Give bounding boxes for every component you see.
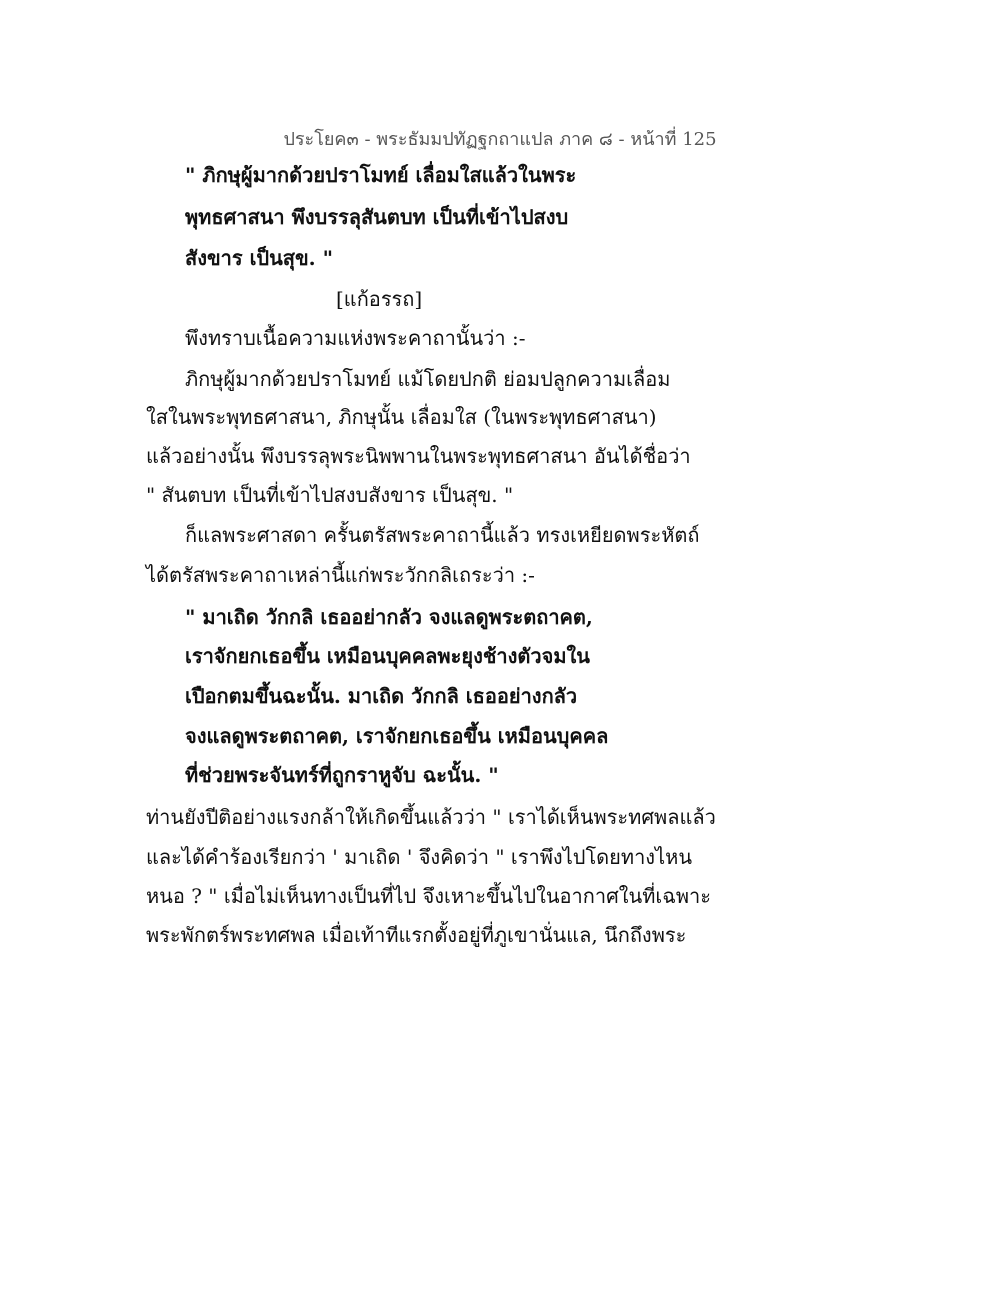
body-line: " สันตบท เป็นที่เข้าไปสงบสังขาร เป็นสุข. " <box>146 483 514 507</box>
verse-line-1: " ภิกษุผู้มากด้วยปราโมทย์ เลื่อมใสแล้วในพระ <box>185 163 577 187</box>
body-line: ได้ตรัสพระคาถาเหล่านี้แก่พระวักกลิเถระว่า :- <box>146 563 535 587</box>
body-line: แล้วอย่างนั้น พึงบรรลุพระนิพพานในพระพุทธศาสนา อันได้ชื่อว่า <box>146 444 691 468</box>
body-line: ภิกษุผู้มากด้วยปราโมทย์ แม้โดยปกติ ย่อมปลูกความเลื่อม <box>185 367 671 391</box>
verse-line-6: เปือกตมขึ้นฉะนั้น. มาเถิด วักกลิ เธออย่างกลัว <box>185 684 578 708</box>
verse-line-8: ที่ช่วยพระจันทร์ที่ถูกราหูจับ ฉะนั้น. " <box>185 763 499 787</box>
body-line: พึงทราบเนื้อความแห่งพระคาถานั้นว่า :- <box>185 326 526 350</box>
section-heading: [แก้อรรถ] <box>336 287 423 311</box>
body-line: ก็แลพระศาสดา ครั้นตรัสพระคาถานี้แล้ว ทรงเหยียดพระหัตถ์ <box>185 523 700 547</box>
body-line: พระพักตร์พระทศพล เมื่อเท้าทีแรกตั้งอยู่ที่ภูเขานั่นแล, นึกถึงพระ <box>146 923 687 947</box>
body-line: หนอ ? " เมื่อไม่เห็นทางเป็นที่ไป จึงเหาะขึ้นไปในอากาศในที่เฉพาะ <box>146 884 712 908</box>
verse-line-5: เราจักยกเธอขึ้น เหมือนบุคคลพะยุงช้างตัวจมใน <box>185 644 590 668</box>
body-line: ใสในพระพุทธศาสนา, ภิกษุนั้น เลื่อมใส (ในพระพุทธศาสนา) <box>146 405 657 429</box>
verse-line-2: พุทธศาสนา พึงบรรลุสันตบท เป็นที่เข้าไปสงบ <box>185 205 569 229</box>
body-line: ท่านยังปีติอย่างแรงกล้าให้เกิดขึ้นแล้วว่า " เราได้เห็นพระทศพลแล้ว <box>146 805 716 829</box>
body-line: และได้คำร้องเรียกว่า ' มาเถิด ' จึงคิดว่า " เราพึงไปโดยทางไหน <box>146 845 692 869</box>
verse-line-4: " มาเถิด วักกลิ เธออย่ากลัว จงแลดูพระตถาคต, <box>185 605 593 629</box>
page-header: ประโยค๓ - พระธัมมปทัฏฐกถาแปล ภาค ๘ - หน้าที่ 125 <box>283 129 717 150</box>
verse-line-3: สังขาร เป็นสุข. " <box>185 246 334 270</box>
verse-line-7: จงแลดูพระตถาคต, เราจักยกเธอขึ้น เหมือนบุคคล <box>185 724 609 748</box>
